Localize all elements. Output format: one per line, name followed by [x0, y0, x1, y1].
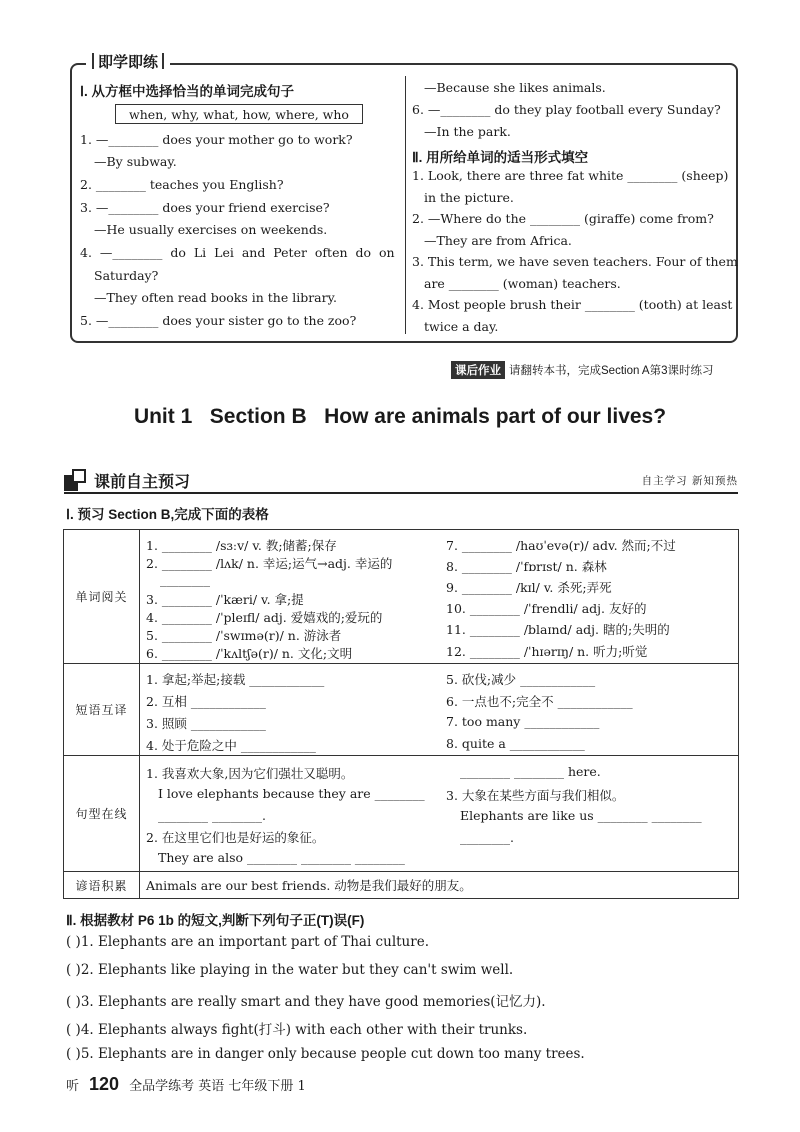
vocab-item: 5. ________ /ˈswɪmə(r)/ n. 游泳者: [146, 628, 342, 643]
phrase-item: 4. 处于危险之中 ____________: [146, 738, 316, 753]
vocab-item: 2. ________ /lʌk/ n. 幸运;运气→adj. 幸运的: [146, 556, 393, 571]
vocab-item: 6. ________ /ˈkʌltʃə(r)/ n. 文化;文明: [146, 646, 353, 661]
exercise-line: 3. This term, we have seven teachers. Four of them: [412, 254, 738, 269]
phrase-item: 2. 互相 ____________: [146, 694, 266, 709]
preview-subtitle: 自主学习 新知预热: [641, 474, 738, 487]
sentence-item: 3. 大象在某些方面与我们相似。: [446, 788, 625, 803]
practice-tab: [86, 50, 170, 72]
preview-header: [64, 467, 738, 493]
exercise-line: in the picture.: [424, 190, 514, 205]
sentence-item: I love elephants because they are ________: [158, 786, 425, 801]
part1-title: Ⅰ. 从方框中选择恰当的单词完成句子: [80, 84, 294, 99]
exercise-line: 3. —________ does your friend exercise?: [80, 200, 330, 215]
exercise-line: —They often read books in the library.: [94, 290, 337, 305]
sentence-item: Elephants are like us ________ ________: [460, 808, 702, 823]
exercise-line: —Because she likes animals.: [424, 80, 606, 95]
exercise-line: Saturday?: [94, 268, 159, 283]
exercise-line: —He usually exercises on weekends.: [94, 222, 328, 237]
preview-part1-title: Ⅰ. 预习 Section B,完成下面的表格: [66, 507, 269, 522]
phrase-item: 7. too many ____________: [446, 714, 600, 729]
label-phrases: 短语互译: [64, 664, 140, 756]
exercise-line: —They are from Africa.: [424, 233, 572, 248]
tab-bar-right: [162, 53, 164, 69]
phrase-item: 3. 照顾 ____________: [146, 716, 266, 731]
footer-prefix: 听: [66, 1079, 80, 1094]
exercise-line: 1. Look, there are three fat white ________ (sheep): [412, 168, 729, 183]
tf-item: ( )1. Elephants are an important part of Thai culture.: [66, 934, 429, 950]
vocab-cell: [140, 530, 739, 664]
vocab-item: 3. ________ /ˈkæri/ v. 拿;提: [146, 592, 304, 607]
vocab-item: 8. ________ /ˈfɒrɪst/ n. 森林: [446, 559, 607, 574]
label-vocab: 单词阅关: [64, 530, 140, 664]
preview-table: [63, 529, 739, 899]
vocab-item: 1. ________ /sɜːv/ v. 教;储蓄;保存: [146, 538, 337, 553]
sentence-item: ________.: [460, 830, 514, 845]
phrases-cell: [140, 664, 739, 756]
book-title: 全品学练考 英语 七年级下册 1: [129, 1079, 306, 1094]
column-divider: [405, 76, 406, 334]
label-proverb: 谚语积累: [64, 872, 140, 899]
sentence-item: ________ ________.: [158, 808, 266, 823]
exercise-line: —In the park.: [424, 124, 511, 139]
tf-item: ( )5. Elephants are in danger only because people cut down too many trees.: [66, 1046, 585, 1062]
vocab-item: 10. ________ /ˈfrendli/ adj. 友好的: [446, 601, 647, 616]
page-number: 120: [89, 1074, 120, 1094]
exercise-line: 6. —________ do they play football every Sunday?: [412, 102, 721, 117]
tf-item: ( )2. Elephants like playing in the water but they can't swim well.: [66, 962, 514, 978]
sentence-item: They are also ________ ________ ________: [158, 850, 405, 865]
exercise-line: 4. Most people brush their ________ (tooth) at least: [412, 297, 733, 312]
sentence-item: 1. 我喜欢大象,因为它们强壮又聪明。: [146, 766, 354, 781]
tab-bar-left: [92, 53, 94, 69]
vocab-item: 11. ________ /blaɪnd/ adj. 瞎的;失明的: [446, 622, 670, 637]
sentences-cell: [140, 756, 739, 872]
vocab-item: 12. ________ /ˈhɪərɪŋ/ n. 听力;听觉: [446, 644, 648, 659]
homework-note: [451, 361, 713, 379]
vocab-item: ________: [160, 572, 210, 587]
vocab-item: 4. ________ /ˈpleɪfl/ adj. 爱嬉戏的;爱玩的: [146, 610, 383, 625]
phrase-item: 5. 砍伐;减少 ____________: [446, 672, 596, 687]
header-rule: [64, 492, 738, 494]
phrase-item: 6. 一点也不;完全不 ____________: [446, 694, 633, 709]
page-footer: [66, 1074, 306, 1095]
phrase-item: 8. quite a ____________: [446, 736, 585, 751]
exercise-line: are ________ (woman) teachers.: [424, 276, 621, 291]
unit-title: Unit 1 Section B How are animals part of our lives?: [133, 405, 667, 428]
exercise-line: 5. —________ does your sister go to the zoo?: [80, 313, 357, 328]
exercise-line: twice a day.: [424, 319, 499, 334]
practice-tab-label: 即学即练: [98, 53, 159, 71]
sentence-item: 2. 在这里它们也是好运的象征。: [146, 830, 325, 845]
exercise-line: 4. —________ do Li Lei and Peter often do on: [80, 245, 395, 260]
exercise-line: 2. —Where do the ________ (giraffe) come from?: [412, 211, 714, 226]
vocab-item: 9. ________ /kɪl/ v. 杀死;弄死: [446, 580, 612, 595]
vocab-item: 7. ________ /haʊˈevə(r)/ adv. 然而;不过: [446, 538, 676, 553]
part2-title: Ⅱ. 用所给单词的适当形式填空: [412, 150, 589, 165]
section-icon: [64, 469, 86, 491]
preview-title: 课前自主预习: [94, 473, 191, 491]
word-box: when, why, what, how, where, who: [115, 104, 363, 124]
homework-tag: 课后作业: [451, 361, 505, 379]
phrase-item: 1. 拿起;举起;接载 ____________: [146, 672, 325, 687]
tf-item: ( )3. Elephants are really smart and they have good memories(记忆力).: [66, 994, 546, 1010]
proverb-text: Animals are our best friends. 动物是我们最好的朋友。: [140, 872, 739, 899]
exercise-line: —By subway.: [94, 154, 177, 169]
homework-text: 请翻转本书，完成Section A第3课时练习: [509, 365, 714, 377]
preview-part2-title: Ⅱ. 根据教材 P6 1b 的短文,判断下列句子正(T)误(F): [66, 913, 365, 928]
exercise-line: 2. ________ teaches you English?: [80, 177, 284, 192]
label-sentences: 句型在线: [64, 756, 140, 872]
exercise-line: 1. —________ does your mother go to work?: [80, 132, 353, 147]
sentence-item: ________ ________ here.: [460, 764, 601, 779]
tf-item: ( )4. Elephants always fight(打斗) with each other with their trunks.: [66, 1022, 528, 1038]
